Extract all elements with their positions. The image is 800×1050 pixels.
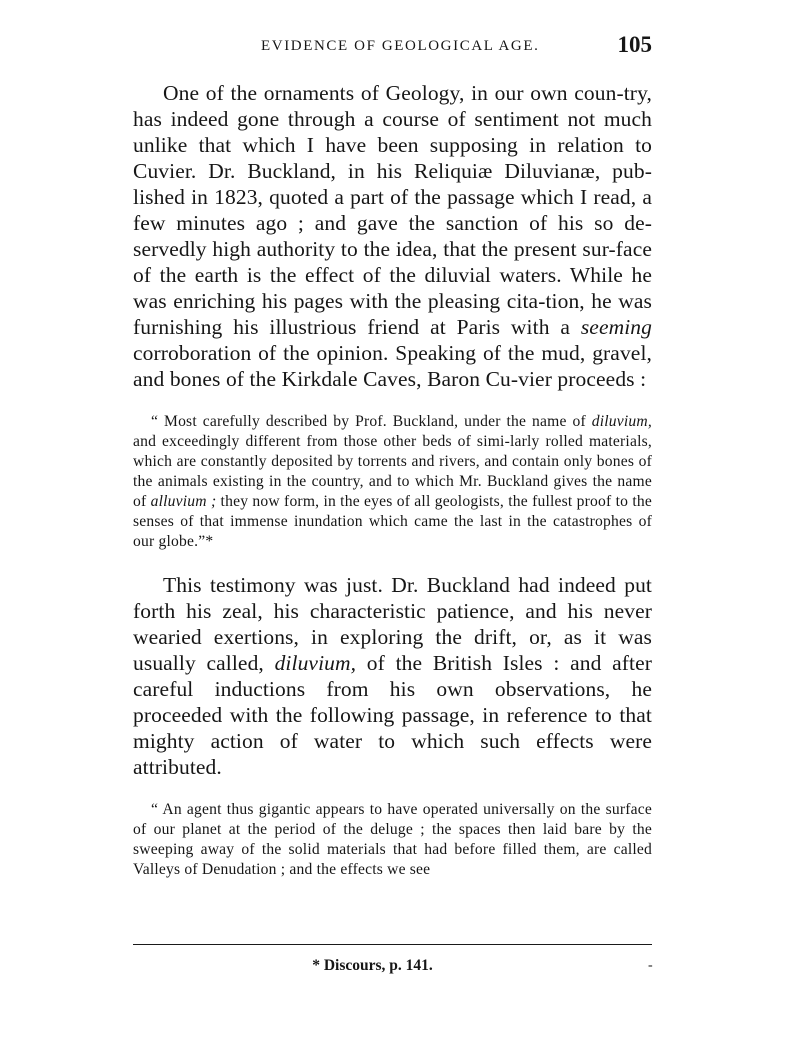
block-quote-1 bbox=[133, 412, 652, 552]
paragraph-2 bbox=[133, 572, 652, 780]
block-quote-2 bbox=[133, 800, 652, 880]
page-body bbox=[133, 76, 652, 880]
running-head bbox=[133, 30, 652, 66]
paragraph-2-italic: diluvium, bbox=[274, 651, 357, 675]
paragraph-1 bbox=[133, 80, 652, 392]
paragraph-1-text-b: corroboration of the opinion. Speaking of the mud, gravel, and bones of the Kirkdale Caves, Baron Cu-vier proceeds : bbox=[133, 341, 652, 391]
footnote: * Discours, p. 141. bbox=[312, 957, 433, 974]
quote-1-italic-b: alluvium ; bbox=[150, 493, 217, 510]
quote-1-italic-a: diluvium, bbox=[591, 413, 652, 430]
quote-1-text-c: they now form, in the eyes of all geologists, the fullest proof to the senses of that immense inundation which came the last in the catastrophes of our globe.”* bbox=[133, 493, 652, 550]
page-number: 105 bbox=[617, 32, 652, 57]
running-title: EVIDENCE OF GEOLOGICAL AGE. bbox=[261, 38, 540, 54]
paragraph-1-italic: seeming bbox=[580, 315, 652, 339]
quote-1-text-a: “ Most carefully described by Prof. Buckland, under the name of bbox=[151, 413, 592, 430]
quote-1-text-b: and exceedingly different from those other beds of simi-larly rolled materials, which are constantly deposited by torrents and rivers, and contain only bones of the animals existing in the country, and to which Mr. Buckland gives the name of bbox=[133, 433, 652, 510]
paragraph-1-text-a: One of the ornaments of Geology, in our own coun-try, has indeed gone through a course of sentiment not much unlike that which I have been supposing in relation to Cuvier. Dr. Buckland, in his Reliquiæ Diluvianæ, pub-lished in 1823, quoted a part of the passage which I read, a few minutes ago ; and gave the sanction of his so de-servedly high authority to the idea, that the present sur-face of the earth is the effect of the diluvial waters. While he was enriching his pages with the pleasing cita-tion, he was furnishing his illustrious friend at Paris with a bbox=[133, 81, 652, 339]
quote-2-text: “ An agent thus gigantic appears to have operated universally on the surface of our planet at the period of the deluge ; the spaces then laid bare by the sweeping away of the solid materials that had before filled them, are called Valleys of Denudation ; and the effects we see bbox=[133, 801, 652, 878]
paragraph-2-text-a: This testimony was just. Dr. Buckland had indeed put forth his zeal, his characteristic patience, and his never wearied exertions, in exploring the drift, or, as it was usually called, bbox=[133, 573, 652, 675]
footnote-rule bbox=[133, 944, 652, 945]
paragraph-2-text-b: of the British Isles : and after careful inductions from his own observations, he proceeded with the following passage, in reference to that mighty action of water to which such effects were attributed. bbox=[133, 651, 652, 779]
stray-mark: - bbox=[648, 958, 653, 973]
